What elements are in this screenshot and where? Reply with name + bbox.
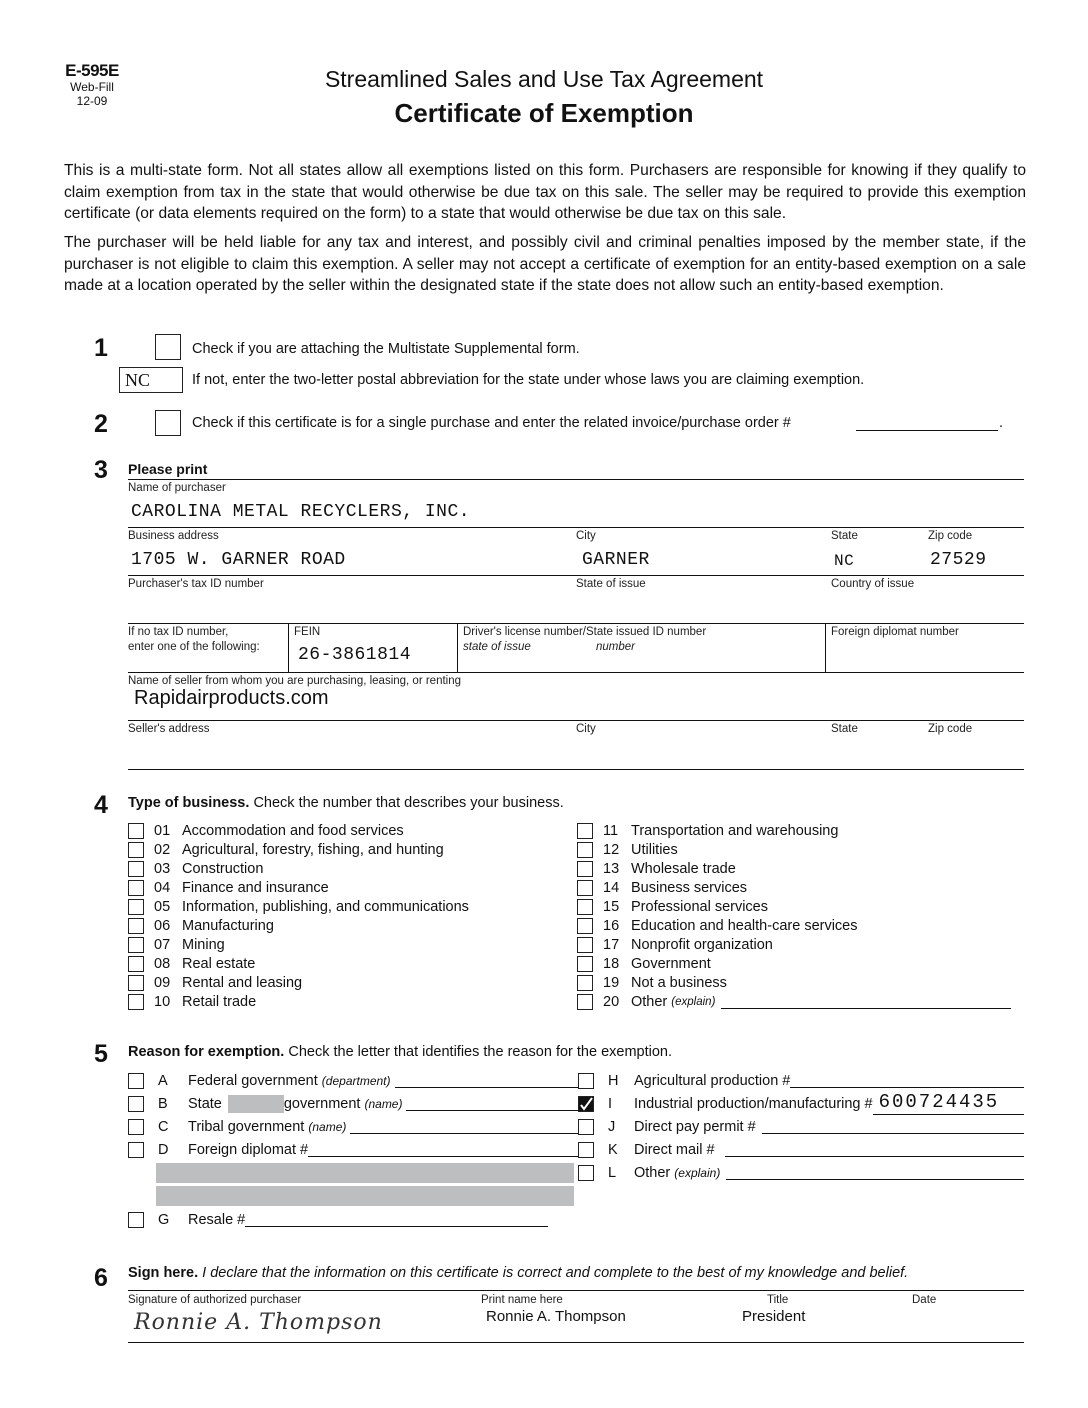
form-date: 12-09 bbox=[76, 94, 108, 108]
divider bbox=[128, 672, 1024, 673]
reason-title: Reason for exemption. bbox=[128, 1044, 285, 1060]
type-of-business-instruction: Check the number that describes your business. bbox=[253, 795, 564, 811]
checkbox[interactable] bbox=[128, 1096, 144, 1112]
checkbox[interactable] bbox=[578, 1142, 594, 1158]
divider bbox=[128, 623, 1024, 624]
business-type-10[interactable]: 10 Retail trade bbox=[128, 992, 558, 1011]
intro-paragraph-1: This is a multi-state form. Not all states allow all exemptions listed on this form. Purchasers are responsible for knowing if they qualify to claim exemption from tax in the state that would otherwise be due tax on this sale. The seller may be required to provide this exemption certificate (or data elements required on the form) to a state that would otherwise be due tax on this sale. bbox=[64, 162, 1026, 222]
foreign-diplomat-label: Foreign diplomat number bbox=[831, 626, 959, 638]
seller-address-label: Seller's address bbox=[128, 723, 210, 735]
reason-k[interactable]: K Direct mail # bbox=[578, 1138, 1024, 1161]
checkbox[interactable] bbox=[578, 1119, 594, 1135]
zip-field[interactable]: 27529 bbox=[930, 550, 987, 570]
checkbox[interactable] bbox=[128, 937, 144, 953]
reason-h[interactable]: H Agricultural production # bbox=[578, 1069, 1024, 1092]
agricultural-production-input[interactable] bbox=[790, 1073, 1024, 1088]
multistate-supplemental-label: Check if you are attaching the Multistate Supplemental form. bbox=[192, 341, 580, 357]
checkbox[interactable] bbox=[577, 975, 593, 991]
dl-number-label: number bbox=[596, 641, 635, 653]
checkbox[interactable] bbox=[577, 823, 593, 839]
business-type-list-left bbox=[128, 821, 558, 1011]
checkbox-checked[interactable] bbox=[578, 1096, 594, 1112]
business-type-07[interactable]: 07 Mining bbox=[128, 935, 558, 954]
state-field[interactable]: NC bbox=[834, 552, 855, 570]
divider bbox=[457, 624, 458, 672]
title-field[interactable]: President bbox=[742, 1308, 806, 1325]
checkbox[interactable] bbox=[128, 880, 144, 896]
checkbox[interactable] bbox=[577, 842, 593, 858]
reason-i[interactable]: I Industrial production/manufacturing # 600724435 bbox=[578, 1092, 1024, 1115]
direct-mail-input[interactable] bbox=[725, 1142, 1024, 1157]
industrial-production-input[interactable]: 600724435 bbox=[873, 1092, 1024, 1115]
checkbox[interactable] bbox=[577, 861, 593, 877]
section-2-number: 2 bbox=[94, 410, 108, 438]
redacted-option-e bbox=[156, 1163, 574, 1183]
signature-label: Signature of authorized purchaser bbox=[128, 1294, 302, 1306]
checkbox[interactable] bbox=[577, 937, 593, 953]
checkbox[interactable] bbox=[128, 956, 144, 972]
business-type-15[interactable]: 15 Professional services bbox=[577, 897, 1027, 916]
checkbox[interactable] bbox=[128, 823, 144, 839]
city-label: City bbox=[576, 530, 596, 542]
checkbox[interactable] bbox=[578, 1165, 594, 1181]
please-print-heading: Please print bbox=[128, 461, 208, 477]
print-name-label: Print name here bbox=[481, 1294, 563, 1306]
divider bbox=[128, 479, 1024, 480]
business-type-list-right bbox=[577, 821, 1027, 1011]
checkmark-icon bbox=[579, 1097, 593, 1111]
type-of-business-heading bbox=[128, 795, 564, 811]
business-type-05[interactable]: 05 Information, publishing, and communications bbox=[128, 897, 558, 916]
form-id-block bbox=[62, 62, 122, 107]
multistate-supplemental-checkbox[interactable] bbox=[155, 334, 181, 360]
divider bbox=[288, 624, 289, 672]
invoice-number-input[interactable] bbox=[856, 430, 998, 431]
checkbox[interactable] bbox=[577, 899, 593, 915]
checkbox[interactable] bbox=[128, 1073, 144, 1089]
business-type-20[interactable]: 20 Other (explain) bbox=[577, 992, 1027, 1011]
checkbox[interactable] bbox=[128, 994, 144, 1010]
fein-field[interactable]: 26-3861814 bbox=[298, 645, 412, 665]
redacted-option-f bbox=[156, 1186, 574, 1206]
single-purchase-checkbox[interactable] bbox=[155, 410, 181, 436]
state-label: State bbox=[831, 530, 858, 542]
reason-b[interactable]: B State government (name) bbox=[128, 1092, 578, 1115]
dl-state-of-issue-label: state of issue bbox=[463, 641, 531, 653]
purchaser-name-field[interactable]: CAROLINA METAL RECYCLERS, INC. bbox=[131, 502, 471, 522]
reason-list-right bbox=[578, 1069, 1024, 1184]
reason-list-left bbox=[128, 1069, 578, 1161]
seller-city-label: City bbox=[576, 723, 596, 735]
business-address-label: Business address bbox=[128, 530, 219, 542]
exemption-state-input[interactable]: NC bbox=[119, 367, 183, 393]
reason-j[interactable]: J Direct pay permit # bbox=[578, 1115, 1024, 1138]
section-6-number: 6 bbox=[94, 1264, 108, 1292]
divider bbox=[128, 1342, 1024, 1343]
print-name-field[interactable]: Ronnie A. Thompson bbox=[486, 1308, 626, 1325]
redacted-block bbox=[228, 1095, 284, 1113]
divider bbox=[128, 575, 1024, 576]
checkbox[interactable] bbox=[577, 880, 593, 896]
business-type-06[interactable]: 06 Manufacturing bbox=[128, 916, 558, 935]
title-label: Title bbox=[767, 1294, 789, 1306]
period-mark: . bbox=[999, 415, 1004, 431]
reason-instruction: Check the letter that identifies the reason for the exemption. bbox=[288, 1044, 673, 1060]
type-of-business-title: Type of business. bbox=[128, 795, 250, 811]
business-type-17[interactable]: 17 Nonprofit organization bbox=[577, 935, 1027, 954]
reason-l[interactable]: L Other (explain) bbox=[578, 1161, 1024, 1184]
form-code: E-595E bbox=[65, 61, 119, 80]
reason-g[interactable]: G Resale # bbox=[128, 1208, 548, 1231]
business-type-19[interactable]: 19 Not a business bbox=[577, 973, 1027, 992]
checkbox[interactable] bbox=[578, 1073, 594, 1089]
checkbox[interactable] bbox=[128, 1119, 144, 1135]
reason-g-wrap bbox=[128, 1208, 548, 1231]
form-subtitle: Certificate of Exemption bbox=[394, 98, 694, 128]
tribal-government-input[interactable] bbox=[350, 1119, 578, 1134]
intro-paragraph-2: The purchaser will be held liable for any tax and interest, and possibly civil and criminal penalties imposed by the member state, if the purchaser is not eligible to claim this exemption. A seller may not accept a certificate of exemption for an entity-based exemption on a sale made at a location operated by the seller within the designated state if the state does not allow such an entity-based exemption. bbox=[64, 234, 1026, 294]
seller-zip-label: Zip code bbox=[928, 723, 973, 735]
checkbox[interactable] bbox=[128, 1142, 144, 1158]
foreign-diplomat-input[interactable] bbox=[308, 1142, 578, 1157]
checkbox[interactable] bbox=[128, 1212, 144, 1228]
tax-id-label: Purchaser's tax ID number bbox=[128, 578, 264, 590]
signature-field[interactable]: Ronnie A. Thompson bbox=[134, 1310, 383, 1335]
other-explain-input[interactable] bbox=[721, 994, 1011, 1009]
business-type-03[interactable]: 03 Construction bbox=[128, 859, 558, 878]
single-purchase-label: Check if this certificate is for a single purchase and enter the related invoice/purchase order # bbox=[192, 415, 791, 431]
business-type-11[interactable]: 11 Transportation and warehousing bbox=[577, 821, 1027, 840]
business-type-12[interactable]: 12 Utilities bbox=[577, 840, 1027, 859]
sign-here-title: Sign here. bbox=[128, 1265, 199, 1281]
section-4-number: 4 bbox=[94, 791, 108, 819]
section-1-number: 1 bbox=[94, 334, 108, 362]
business-type-16[interactable]: 16 Education and health-care services bbox=[577, 916, 1027, 935]
checkbox[interactable] bbox=[128, 842, 144, 858]
checkbox[interactable] bbox=[577, 956, 593, 972]
section-3-number: 3 bbox=[94, 456, 108, 484]
divider bbox=[825, 624, 826, 672]
zip-label: Zip code bbox=[928, 530, 973, 542]
checkbox[interactable] bbox=[577, 918, 593, 934]
declaration-text: I declare that the information on this certificate is correct and complete to the best of my knowledge and belief. bbox=[202, 1265, 909, 1281]
reason-d[interactable]: D Foreign diplomat # bbox=[128, 1138, 578, 1161]
city-field[interactable]: GARNER bbox=[582, 550, 650, 570]
divider bbox=[128, 769, 1024, 770]
business-type-08[interactable]: 08 Real estate bbox=[128, 954, 558, 973]
no-tax-id-label-2: enter one of the following: bbox=[128, 641, 260, 653]
seller-name-field[interactable]: Rapidairproducts.com bbox=[134, 687, 329, 709]
reason-c[interactable]: C Tribal government (name) bbox=[128, 1115, 578, 1138]
date-label: Date bbox=[912, 1294, 937, 1306]
business-type-02[interactable]: 02 Agricultural, forestry, fishing, and hunting bbox=[128, 840, 558, 859]
form-sub: Web-Fill bbox=[70, 80, 114, 94]
divider bbox=[128, 1290, 1024, 1291]
direct-pay-permit-input[interactable] bbox=[762, 1119, 1024, 1134]
divider bbox=[128, 527, 1024, 528]
country-of-issue-label: Country of issue bbox=[831, 578, 915, 590]
business-type-09[interactable]: 09 Rental and leasing bbox=[128, 973, 558, 992]
exemption-state-label: If not, enter the two-letter postal abbreviation for the state under whose laws you are claiming exemption. bbox=[192, 372, 865, 388]
sign-here-heading bbox=[128, 1265, 908, 1281]
checkbox[interactable] bbox=[128, 899, 144, 915]
seller-name-label: Name of seller from whom you are purchasing, leasing, or renting bbox=[128, 675, 462, 687]
checkbox[interactable] bbox=[128, 918, 144, 934]
business-type-13[interactable]: 13 Wholesale trade bbox=[577, 859, 1027, 878]
checkbox[interactable] bbox=[577, 994, 593, 1010]
checkbox[interactable] bbox=[128, 975, 144, 991]
resale-number-input[interactable] bbox=[245, 1212, 548, 1227]
reason-a[interactable]: A Federal government (department) bbox=[128, 1069, 578, 1092]
form-title: Streamlined Sales and Use Tax Agreement bbox=[324, 66, 764, 92]
business-type-04[interactable]: 04 Finance and insurance bbox=[128, 878, 558, 897]
fein-label: FEIN bbox=[294, 626, 321, 638]
business-type-18[interactable]: 18 Government bbox=[577, 954, 1027, 973]
state-of-issue-label: State of issue bbox=[576, 578, 646, 590]
checkbox[interactable] bbox=[128, 861, 144, 877]
divider bbox=[128, 720, 1024, 721]
business-type-01[interactable]: 01 Accommodation and food services bbox=[128, 821, 558, 840]
business-address-field[interactable]: 1705 W. GARNER ROAD bbox=[131, 550, 346, 570]
federal-department-input[interactable] bbox=[395, 1073, 579, 1088]
seller-state-label: State bbox=[831, 723, 858, 735]
other-reason-input[interactable] bbox=[726, 1165, 1024, 1180]
section-5-number: 5 bbox=[94, 1040, 108, 1068]
business-type-14[interactable]: 14 Business services bbox=[577, 878, 1027, 897]
reason-heading bbox=[128, 1044, 672, 1060]
purchaser-name-label: Name of purchaser bbox=[128, 482, 226, 494]
no-tax-id-label-1: If no tax ID number, bbox=[128, 626, 229, 638]
state-government-input[interactable] bbox=[406, 1096, 578, 1111]
tax-id-field[interactable] bbox=[131, 596, 571, 616]
drivers-license-label: Driver's license number/State issued ID number bbox=[463, 626, 707, 638]
date-field[interactable] bbox=[912, 1310, 1012, 1328]
